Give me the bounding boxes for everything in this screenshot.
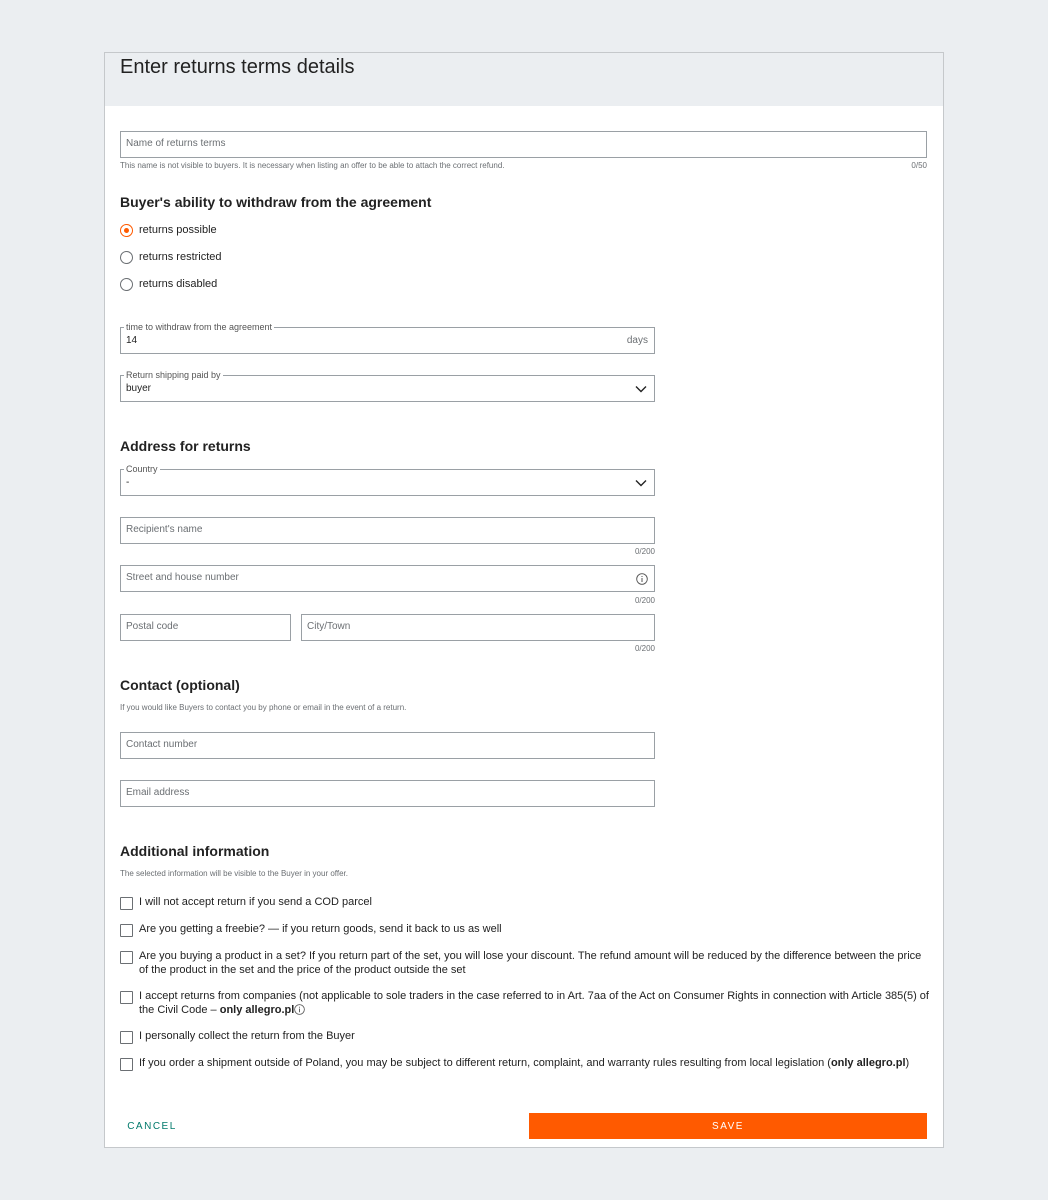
city-placeholder: City/Town bbox=[307, 621, 351, 632]
radio-indicator[interactable] bbox=[120, 278, 133, 291]
additional-section-hint: The selected information will be visible to the Buyer in your offer. bbox=[120, 869, 348, 878]
checkbox-label-bold: only allegro.pl bbox=[219, 1003, 295, 1016]
checkbox-label: I personally collect the return from the Buyer bbox=[139, 1030, 355, 1042]
checkbox-label-text: If you order a shipment outside of Poland, you may be subject to different return, complaint, and warranty rules resulting from local legislation ( bbox=[139, 1057, 831, 1069]
city-counter: 0/200 bbox=[634, 644, 655, 653]
additional-section-title: Additional information bbox=[120, 843, 270, 859]
withdraw-section-title: Buyer's ability to withdraw from the agreement bbox=[120, 194, 432, 210]
checkbox-personal-collect[interactable] bbox=[120, 1030, 930, 1044]
street-placeholder: Street and house number bbox=[126, 572, 239, 583]
street-input[interactable] bbox=[120, 565, 655, 592]
radio-indicator[interactable] bbox=[120, 251, 133, 264]
checkbox-box[interactable] bbox=[120, 1031, 133, 1044]
checkbox-box[interactable] bbox=[120, 897, 133, 910]
checkbox-product-in-set[interactable] bbox=[120, 950, 930, 977]
country-value: - bbox=[126, 477, 130, 488]
city-input[interactable] bbox=[301, 614, 655, 641]
contact-section-hint: If you would like Buyers to contact you by phone or email in the event of a return. bbox=[120, 703, 407, 712]
postal-code-placeholder: Postal code bbox=[126, 621, 179, 632]
withdraw-time-value: 14 bbox=[126, 335, 138, 346]
checkbox-box[interactable] bbox=[120, 991, 133, 1004]
postal-code-input[interactable] bbox=[120, 614, 291, 641]
checkbox-shipment-outside-poland[interactable] bbox=[120, 1057, 930, 1071]
radio-returns-possible[interactable] bbox=[120, 222, 217, 238]
address-section-title: Address for returns bbox=[120, 438, 251, 454]
info-icon[interactable] bbox=[294, 1004, 305, 1015]
contact-number-input[interactable] bbox=[120, 732, 655, 759]
checkbox-no-cod-return[interactable] bbox=[120, 896, 930, 910]
checkbox-box[interactable] bbox=[120, 924, 133, 937]
returns-terms-name-hint: This name is not visible to buyers. It is necessary when listing an offer to be able to attach the correct refund. bbox=[120, 161, 505, 170]
street-counter: 0/200 bbox=[634, 596, 655, 605]
checkbox-box[interactable] bbox=[120, 1058, 133, 1071]
return-shipping-value: buyer bbox=[126, 383, 152, 394]
returns-terms-name-input[interactable] bbox=[120, 131, 927, 158]
returns-terms-name-counter: 0/50 bbox=[911, 161, 927, 170]
checkbox-label-text: I accept returns from companies (not applicable to sole traders in the case referred to in Art. 7aa of the Act on Consumer Rights in connection with Article 385(5) of the Civil Code – bbox=[139, 990, 929, 1016]
returns-terms-dialog bbox=[104, 52, 944, 1148]
chevron-down-icon[interactable] bbox=[635, 383, 647, 395]
checkbox-label: Are you getting a freebie? — if you return goods, send it back to us as well bbox=[139, 923, 502, 935]
checkbox-label-bold: only allegro.pl bbox=[830, 1057, 906, 1069]
withdraw-time-suffix: days bbox=[626, 335, 648, 346]
radio-returns-disabled[interactable] bbox=[120, 276, 217, 292]
dialog-title: Enter returns terms details bbox=[120, 56, 355, 78]
chevron-down-icon[interactable] bbox=[635, 477, 647, 489]
checkbox-freebie[interactable] bbox=[120, 923, 930, 937]
save-button[interactable]: SAVE bbox=[529, 1113, 927, 1139]
checkbox-returns-from-companies[interactable] bbox=[120, 990, 930, 1017]
radio-indicator-checked[interactable] bbox=[120, 224, 133, 237]
checkbox-label: Are you buying a product in a set? If you return part of the set, you will lose your discount. The refund amount will be reduced by the difference between the price of the product in the set and the price of the product outside the set bbox=[139, 950, 922, 976]
cancel-button[interactable]: CANCEL bbox=[127, 1120, 177, 1132]
checkbox-label bbox=[139, 1057, 909, 1071]
email-address-input[interactable] bbox=[120, 780, 655, 807]
recipient-name-placeholder: Recipient's name bbox=[126, 524, 203, 535]
withdraw-time-legend: time to withdraw from the agreement bbox=[126, 322, 273, 332]
email-address-placeholder: Email address bbox=[126, 787, 190, 798]
radio-label: returns possible bbox=[139, 224, 217, 236]
country-select[interactable] bbox=[120, 464, 655, 496]
checkbox-label: I will not accept return if you send a COD parcel bbox=[139, 896, 372, 908]
dialog-header bbox=[105, 53, 943, 106]
radio-label: returns disabled bbox=[139, 278, 218, 290]
radio-label: returns restricted bbox=[139, 251, 222, 263]
checkbox-label bbox=[139, 990, 930, 1017]
returns-terms-name-placeholder: Name of returns terms bbox=[126, 138, 226, 149]
recipient-name-input[interactable] bbox=[120, 517, 655, 544]
return-shipping-select[interactable] bbox=[120, 370, 655, 402]
country-legend: Country bbox=[126, 464, 158, 474]
checkbox-box[interactable] bbox=[120, 951, 133, 964]
contact-number-placeholder: Contact number bbox=[126, 739, 198, 750]
info-icon[interactable] bbox=[636, 573, 648, 585]
withdraw-time-input[interactable] bbox=[120, 322, 655, 354]
radio-returns-restricted[interactable] bbox=[120, 249, 222, 265]
checkbox-label-after: ) bbox=[905, 1057, 910, 1069]
contact-section-title: Contact (optional) bbox=[120, 677, 240, 693]
recipient-name-counter: 0/200 bbox=[634, 547, 655, 556]
return-shipping-legend: Return shipping paid by bbox=[126, 370, 221, 380]
